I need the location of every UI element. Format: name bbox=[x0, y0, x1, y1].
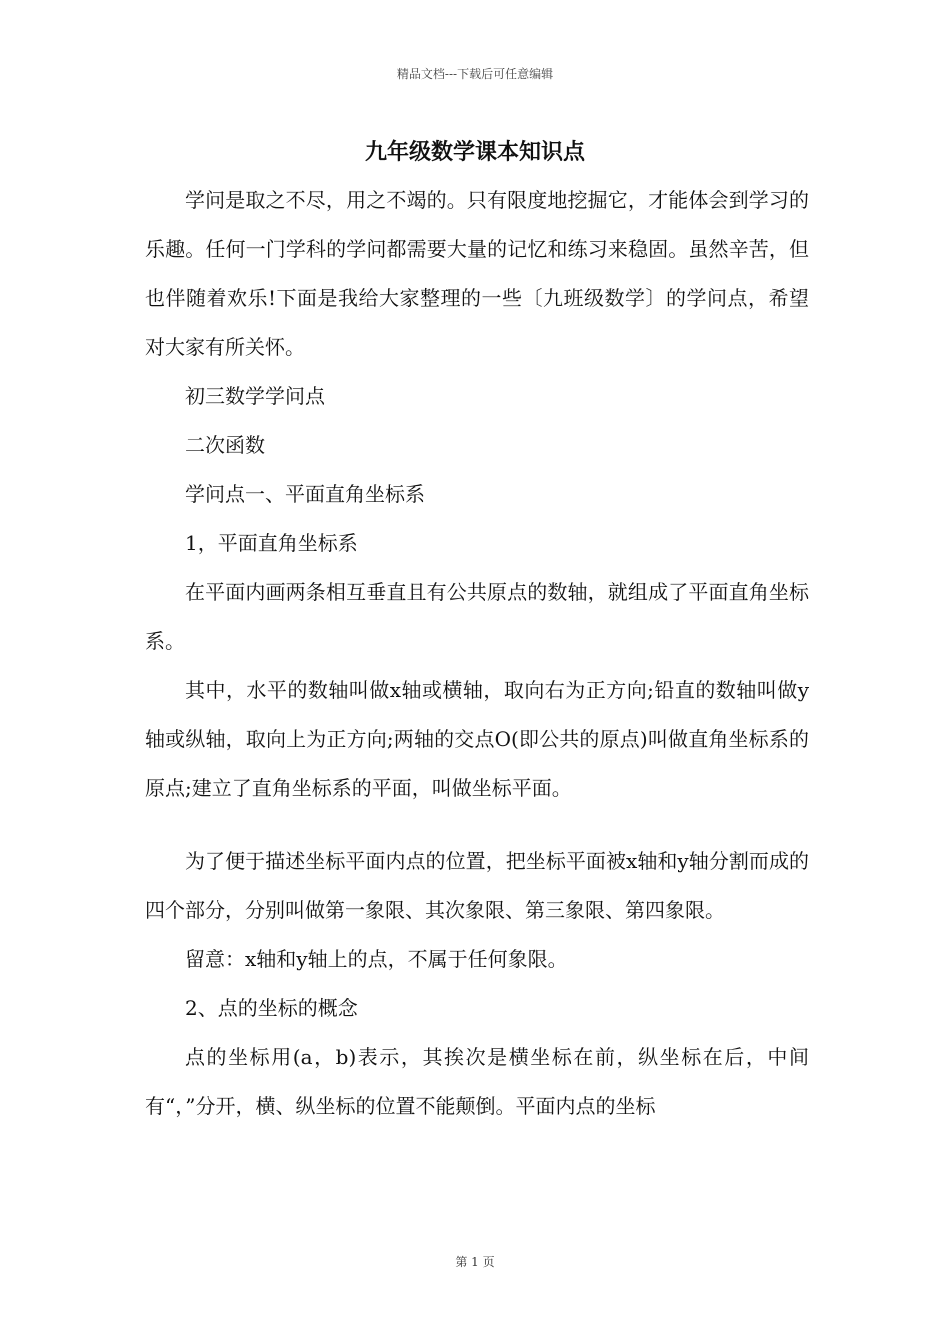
paragraph-definition: 在平面内画两条相互垂直且有公共原点的数轴，就组成了平面直角坐标系。 bbox=[145, 580, 809, 653]
paragraph-axes: 其中，水平的数轴叫做x轴或横轴，取向右为正方向;铅直的数轴叫做y轴或纵轴，取向上为正方向;两轴的交点O(即公共的原点)叫做直角坐标系的原点;建立了直角坐标系的平面，叫做坐标平面。 bbox=[145, 678, 809, 800]
paragraph-heading-coordinate-system: 1，平面直角坐标系 bbox=[185, 531, 358, 555]
paragraph-heading-grade9: 初三数学学问点 bbox=[185, 384, 325, 408]
document-title: 九年级数学课本知识点 bbox=[364, 139, 585, 165]
paragraph-intro: 学问是取之不尽，用之不竭的。只有限度地挖掘它，才能体会到学习的乐趣。任何一门学科的学问都需要大量的记忆和练习来稳固。虽然辛苦，但也伴随着欢乐!下面是我给大家整理的一些〔九班级数学〕的学问点，希望对大家有所关怀。 bbox=[145, 188, 809, 359]
paragraph-quadrants: 为了便于描述坐标平面内点的位置，把坐标平面被x轴和y轴分割而成的四个部分，分别叫做第一象限、其次象限、第三象限、第四象限。 bbox=[145, 849, 809, 922]
page-header: 精品文档---下载后可任意编辑 bbox=[396, 67, 554, 81]
document-body bbox=[145, 176, 809, 1131]
paragraph-note: 留意：x轴和y轴上的点，不属于任何象限。 bbox=[185, 947, 568, 971]
page-number: 第 1 页 bbox=[455, 1255, 495, 1269]
paragraph-heading-quadratic: 二次函数 bbox=[185, 433, 265, 457]
paragraph-heading-point-coordinates: 2、点的坐标的概念 bbox=[185, 996, 358, 1020]
paragraph-point-coordinates: 点的坐标用(a，b)表示，其挨次是横坐标在前，纵坐标在后，中间有“，”分开，横、纵坐标的位置不能颠倒。平面内点的坐标 bbox=[145, 1045, 809, 1118]
paragraph-heading-point1: 学问点一、平面直角坐标系 bbox=[185, 482, 425, 506]
